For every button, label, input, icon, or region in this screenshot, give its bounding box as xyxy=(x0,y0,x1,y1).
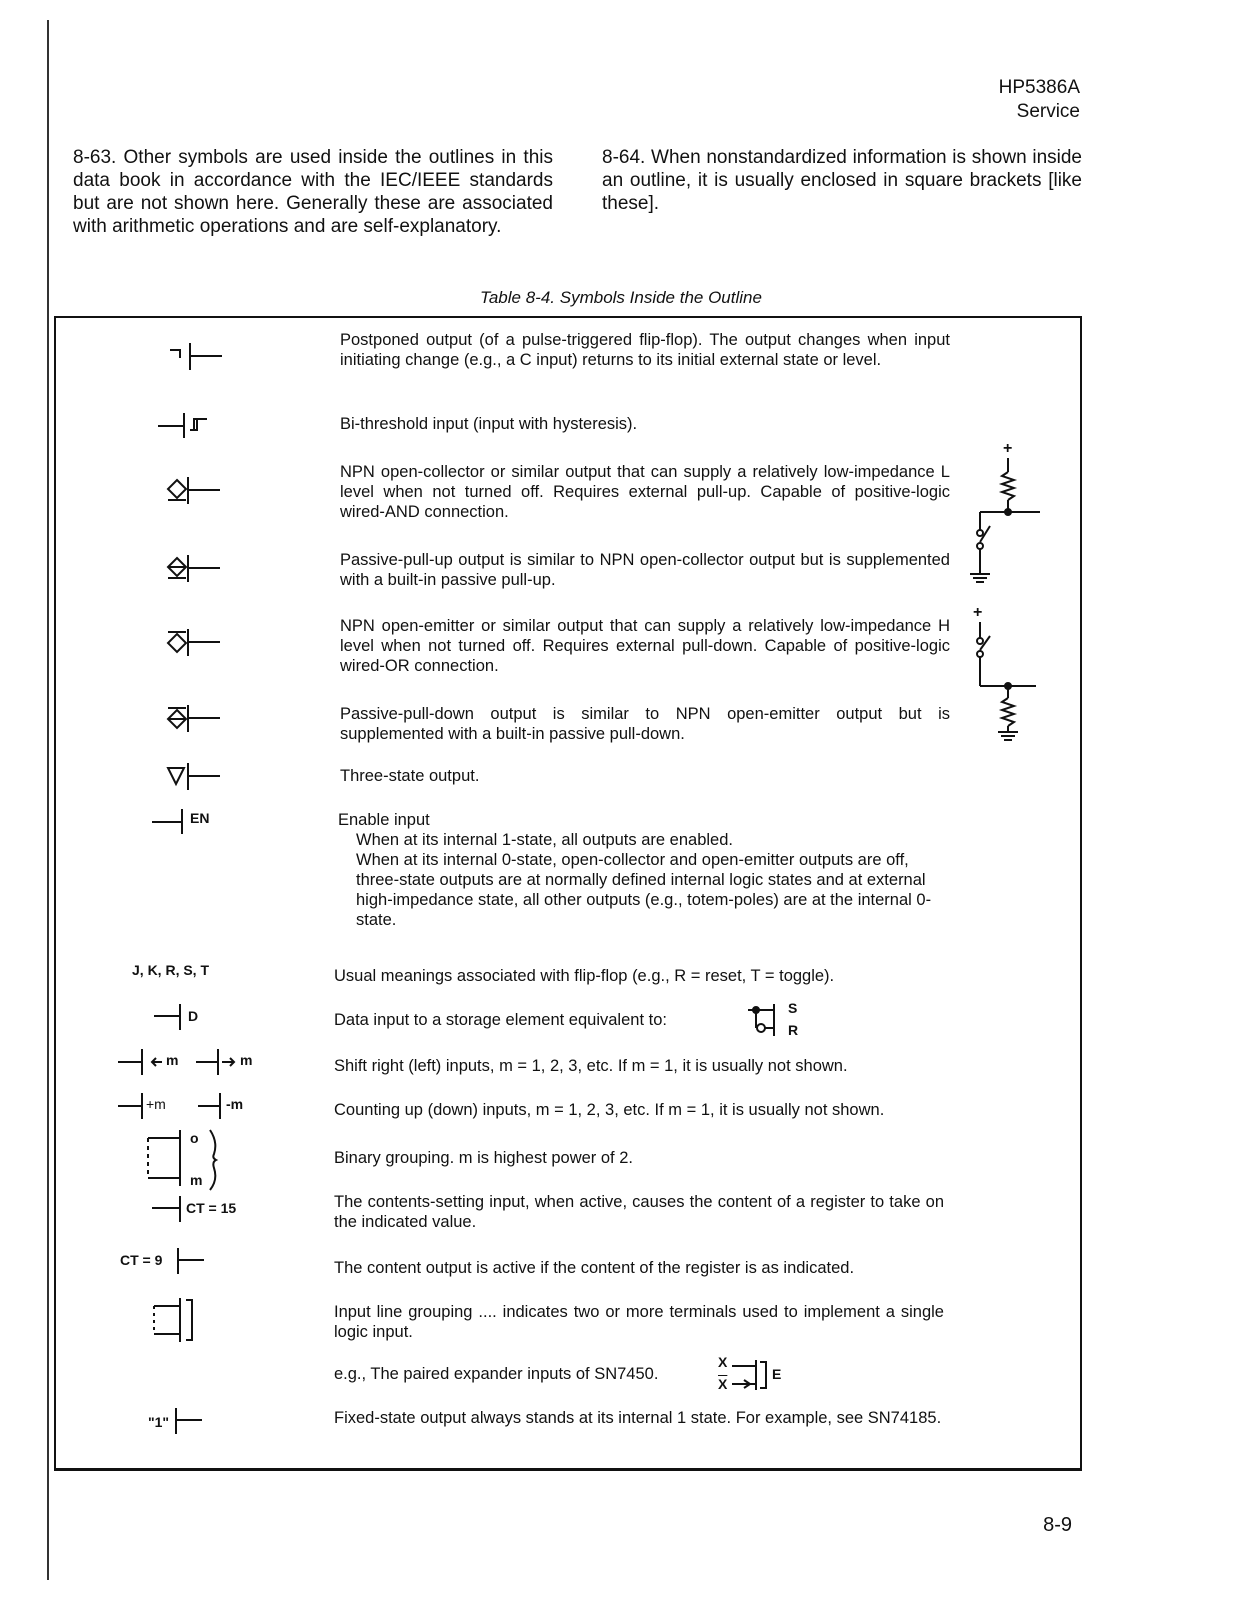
row-counting-description: Counting up (down) inputs, m = 1, 2, 3, etc. If m = 1, it is usually not shown. xyxy=(334,1101,885,1119)
bi-threshold-input-symbol-icon xyxy=(156,410,218,440)
passive-pull-down-output-symbol-icon xyxy=(164,702,226,736)
row-content-output-description: The content output is active if the content of the register is as indicated. xyxy=(334,1259,855,1277)
count-down-label: -m xyxy=(226,1096,244,1112)
row-open-collector-description: NPN open-collector or similar output that can supply a relatively low-impedance L level when not turned off. Requires external pull-up. Capable of positive-logic wired-AND connection. xyxy=(340,463,950,521)
enable-input-symbol-icon xyxy=(150,806,190,836)
set-label: S xyxy=(788,1000,798,1016)
enable-sub-1: When at its internal 1-state, all outputs are enabled. xyxy=(356,831,733,849)
table-caption: Table 8-4. Symbols Inside the Outline xyxy=(480,288,762,307)
row-bi-threshold-description: Bi-threshold input (input with hysteresis). xyxy=(340,415,638,433)
header-section: Service xyxy=(1016,101,1080,122)
shift-right-symbol-icon xyxy=(116,1046,172,1078)
open-emitter-output-symbol-icon xyxy=(164,626,226,660)
open-emitter-plus-label: + xyxy=(973,604,983,621)
row-flip-flop-description: Usual meanings associated with flip-flop (e.g., R = reset, T = toggle). xyxy=(334,967,835,985)
row-contents-setting-description: The contents-setting input, when active, causes the content of a register to take on the indicated value. xyxy=(334,1193,944,1231)
row-binary-grouping-description: Binary grouping. m is highest power of 2. xyxy=(334,1149,633,1167)
paragraph-8-63: 8-63. Other symbols are used inside the outlines in this data book in accordance with the IEC/IEEE standards but are not shown here. Generally these are associated with arithmetic operations and are self-explanatory. xyxy=(73,147,553,237)
binding-margin-line xyxy=(47,20,49,1580)
row-passive-pull-down-description: Passive-pull-down output is similar to NPN open-emitter output but is supplemented with a built-in passive pull-down. xyxy=(340,705,950,743)
data-input-symbol-label: D xyxy=(188,1008,199,1024)
page-header xyxy=(999,76,1080,124)
open-emitter-circuit-diagram xyxy=(966,622,1046,752)
pull-up-plus-label: + xyxy=(1003,440,1013,457)
passive-pull-up-output-symbol-icon xyxy=(164,552,226,586)
row-postponed-output-description: Postponed output (of a pulse-triggered flip-flop). The output changes when input initiating change (e.g., a C input) returns to its initial external state or level. xyxy=(340,331,950,369)
fixed-state-output-symbol-icon xyxy=(172,1406,208,1436)
page-number: 8-9 xyxy=(1043,1514,1072,1536)
postponed-output-symbol-icon xyxy=(168,340,228,374)
storage-element-equivalent-icon xyxy=(746,1002,786,1038)
row-input-line-grouping-description: Input line grouping .... indicates two or more terminals used to implement a single logic input. xyxy=(334,1303,944,1341)
binary-grouping-symbol-icon xyxy=(142,1126,232,1192)
row-three-state-description: Three-state output. xyxy=(340,767,480,785)
reset-label: R xyxy=(788,1022,799,1038)
open-collector-output-symbol-icon xyxy=(164,474,226,508)
row-fixed-state-description: Fixed-state output always stands at its internal 1 state. For example, see SN74185. xyxy=(334,1409,942,1427)
enable-title: Enable input xyxy=(338,811,430,829)
input-line-grouping-symbol-icon xyxy=(150,1296,202,1344)
shift-left-m-label: m xyxy=(240,1052,253,1068)
row-enable-description xyxy=(338,810,948,930)
ct-15-label: CT = 15 xyxy=(186,1200,237,1216)
row-open-emitter-description: NPN open-emitter or similar output that can supply a relatively low-impedance H level when not turned off. Requires external pull-down. Capable of positive-logic wired-OR connection. xyxy=(340,617,950,675)
row-expander-example-description: e.g., The paired expander inputs of SN7450. xyxy=(334,1365,659,1383)
three-state-output-symbol-icon xyxy=(164,760,226,794)
count-up-label: +m xyxy=(146,1096,166,1112)
enable-symbol-label: EN xyxy=(190,810,210,826)
binary-grouping-m-label: m xyxy=(190,1172,203,1188)
data-input-symbol-icon xyxy=(152,1002,188,1032)
shift-right-m-label: m xyxy=(166,1052,179,1068)
binary-grouping-o-label: o xyxy=(190,1130,199,1146)
row-passive-pull-up-description: Passive-pull-up output is similar to NPN open-collector output but is supplemented with a built-in passive pull-up. xyxy=(340,551,950,589)
content-output-symbol-icon xyxy=(174,1246,210,1276)
expander-input-symbol-icon xyxy=(730,1358,770,1394)
fixed-state-label: "1" xyxy=(148,1414,170,1430)
enable-sub-2: When at its internal 0-state, open-collector and open-emitter outputs are off, three-state outputs are at normally defined internal logic states and at external high-impedance state, all other outputs (e.g., totem-poles) are at the internal 0-state. xyxy=(356,851,932,929)
expander-e-label: E xyxy=(772,1366,782,1382)
row-data-input-description: Data input to a storage element equivalent to: xyxy=(334,1011,667,1029)
open-collector-circuit-diagram xyxy=(966,458,1046,598)
header-model: HP5386A xyxy=(998,77,1080,98)
flip-flop-inputs-symbol: J, K, R, S, T xyxy=(132,962,210,978)
expander-x-bar-label: $\overline{X}$ xyxy=(718,1376,728,1392)
contents-setting-input-symbol-icon xyxy=(150,1194,186,1224)
shift-left-symbol-icon xyxy=(194,1046,244,1078)
expander-x-label: X xyxy=(718,1354,728,1370)
row-shift-description: Shift right (left) inputs, m = 1, 2, 3, etc. If m = 1, it is usually not shown. xyxy=(334,1057,848,1075)
ct-9-label: CT = 9 xyxy=(120,1252,163,1268)
paragraph-8-64: 8-64. When nonstandardized information is shown inside an outline, it is usually enclosed in square brackets [like these]. xyxy=(602,147,1082,214)
